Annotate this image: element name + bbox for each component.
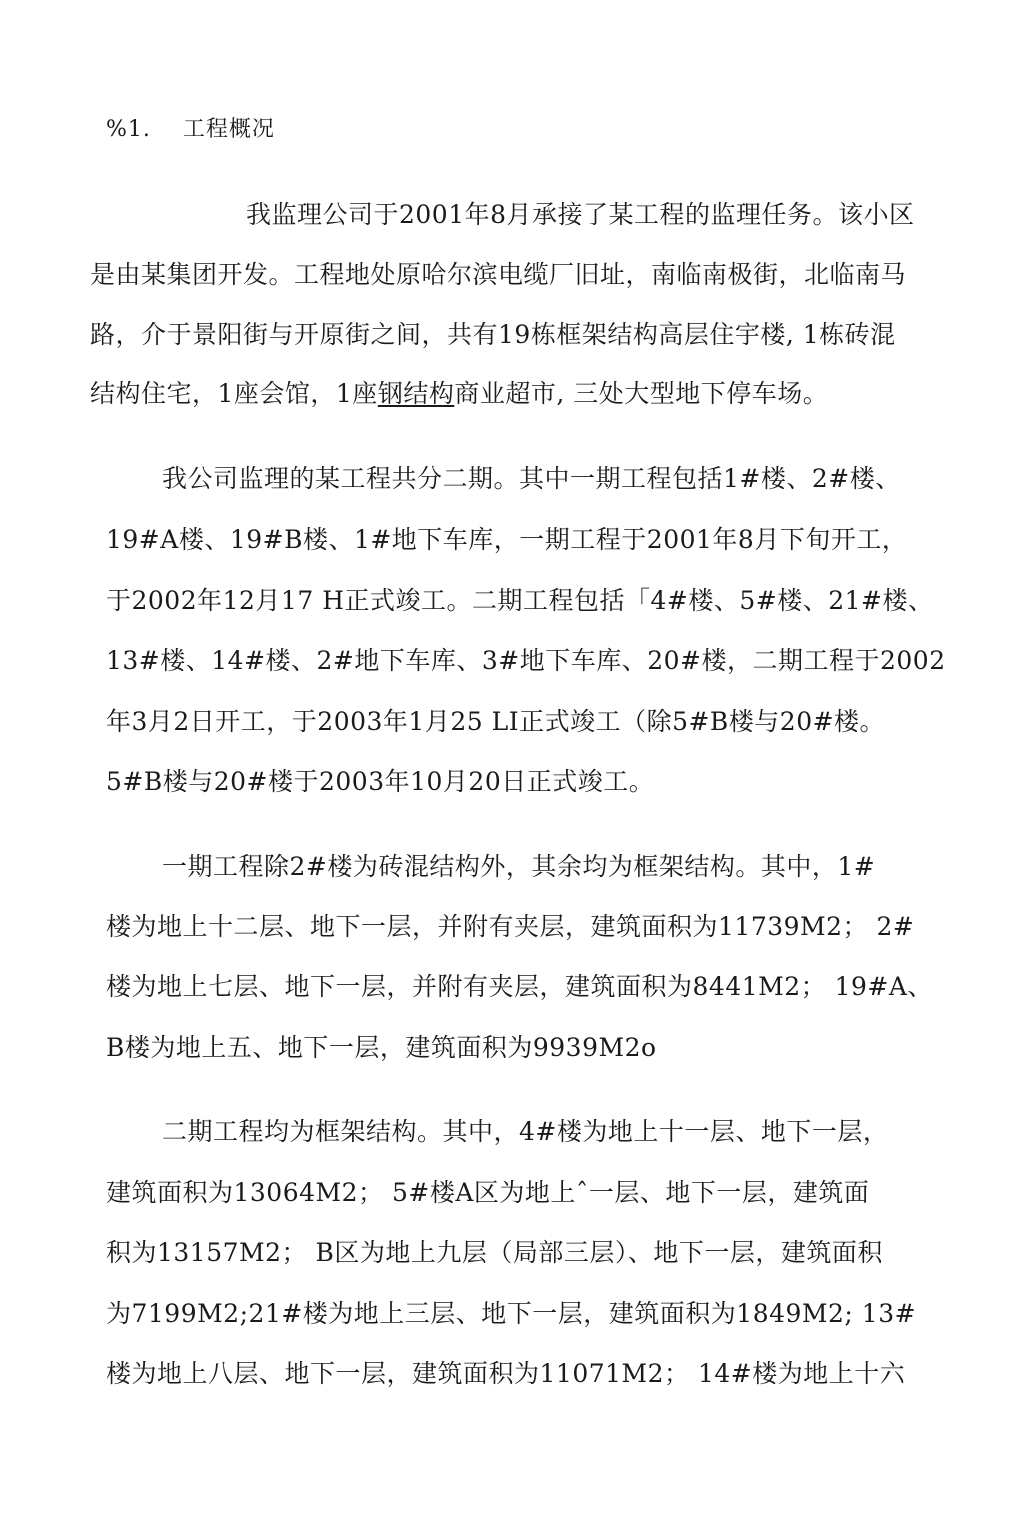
p4-line-5: 楼为地上八层、地下一层，建筑面积为11071M2； 14#楼为地上十六 <box>106 1359 906 1388</box>
p1-line-4-start: 结构住宅，1座会馆，1座 <box>90 379 378 408</box>
p1-line-4 <box>90 378 828 410</box>
p3-line-4: B楼为地上五、地下一层，建筑面积为9939M2o <box>106 1033 657 1062</box>
p3-line-1: 一期工程除2#楼为砖混结构外，其余均为框架结构。其中，1# <box>162 852 876 881</box>
p2-line-6: 5#B楼与20#楼于2003年10月20日正式竣工。 <box>106 767 655 796</box>
p4-line-2: 建筑面积为13064M2； 5#楼A区为地上ˆ一层、地下一层，建筑面 <box>106 1178 870 1207</box>
p1-line-3: 路，介于景阳街与开原街之间，共有19栋框架结构高层住宇楼, 1栋砖混 <box>90 320 896 349</box>
p4-line-4: 为7199M2;21#楼为地上三层、地下一层，建筑面积为1849M2; 13# <box>106 1299 917 1328</box>
p3-line-3: 楼为地上七层、地下一层，并附有夹层，建筑面积为8441M2； 19#A、 <box>106 972 933 1001</box>
p2-line-1: 我公司监理的某工程共分二期。其中一期工程包括1#楼、2#楼、 <box>162 464 901 493</box>
underlined-term: 钢结构 <box>377 379 455 408</box>
p1-line-2: 是由某集团开发。工程地处原哈尔滨电缆厂旧址，南临南极街，北临南马 <box>90 260 907 289</box>
p2-line-3: 于2002年12月17 H正式竣工。二期工程包括「4#楼、5#楼、21#楼、 <box>106 586 934 615</box>
p4-line-1: 二期工程均为框架结构。其中，4#楼为地上十一层、地下一层， <box>162 1117 889 1146</box>
p2-line-2: 19#A楼、19#B楼、1#地下车库，一期工程于2001年8月下旬开工， <box>106 525 908 554</box>
p3-line-2: 楼为地上十二层、地下一层，并附有夹层，建筑面积为11739M2； 2# <box>106 912 915 941</box>
p4-line-3: 积为13157M2； B区为地上九层（局部三层）、地下一层，建筑面积 <box>106 1238 883 1267</box>
section-heading <box>106 115 275 145</box>
p1-line-4-end: 商业超市, 三处大型地下停车场。 <box>454 379 829 408</box>
p2-line-4: 13#楼、14#楼、2#地下车库、3#地下车库、20#楼，二期工程于2002 <box>106 646 946 675</box>
p2-line-5: 年3月2日开工，于2003年1月25 LI正式竣工（除5#B楼与20#楼。 <box>106 707 886 736</box>
p1-line-1: 我监理公司于2001年8月承接了某工程的监理任务。该小区 <box>246 200 915 229</box>
section-number: %1. <box>106 117 151 142</box>
section-title: 工程概况 <box>182 117 275 142</box>
